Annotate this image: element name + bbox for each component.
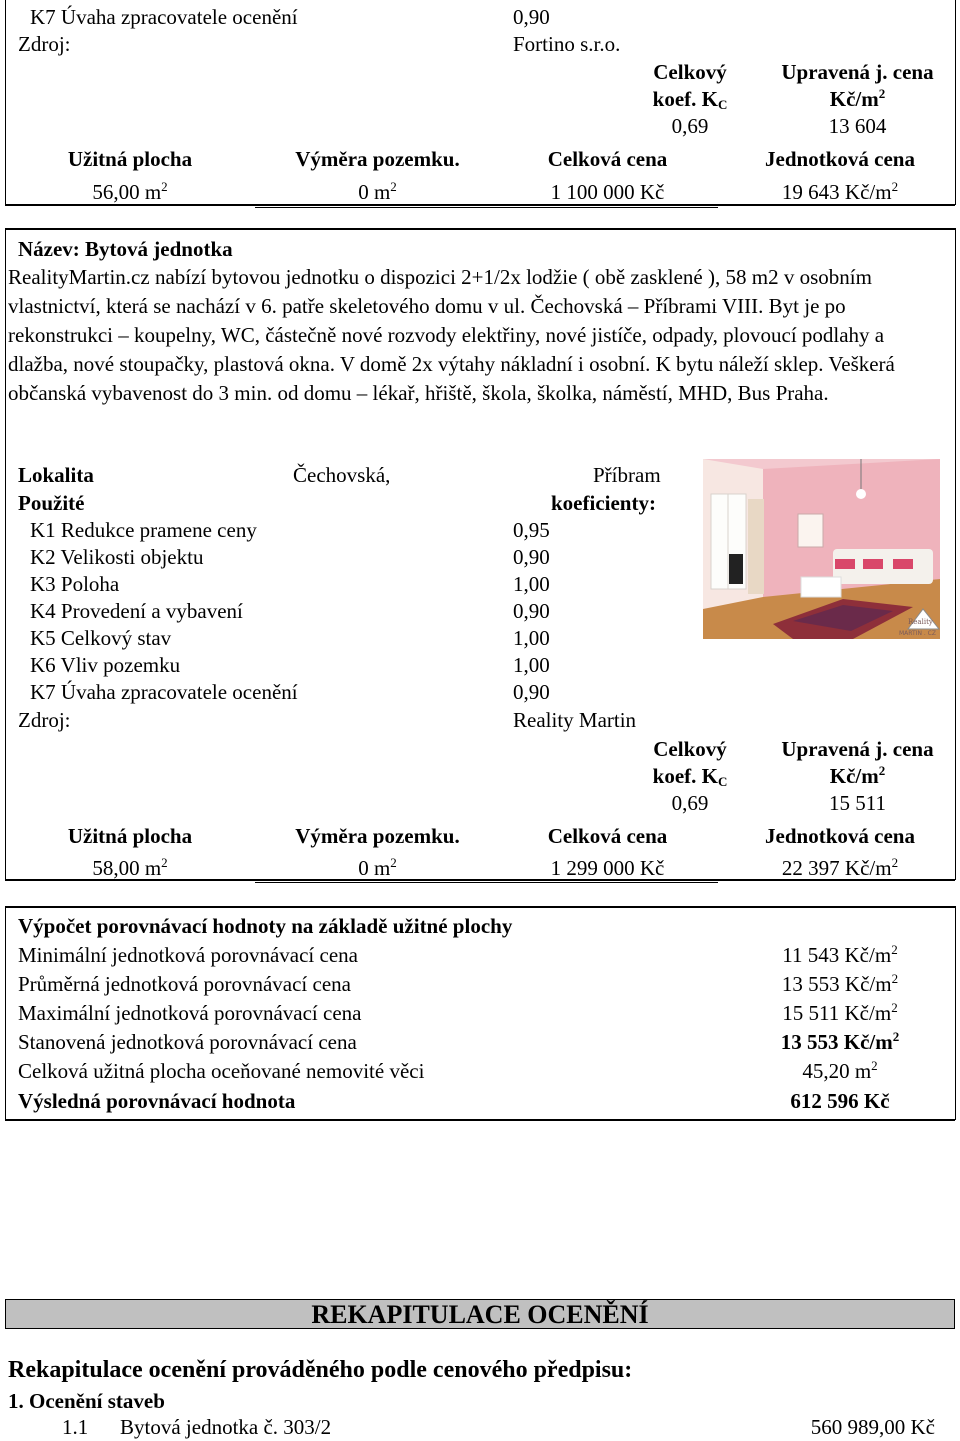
celkovy-label: Celkový <box>653 737 727 761</box>
photo-logo-text: Reality <box>908 618 933 626</box>
header-jedn: Jednotková cena <box>765 147 915 171</box>
lokalita-city: Příbram <box>593 463 661 487</box>
recap-banner-title: REKAPITULACE OCENĚNÍ <box>311 1300 649 1329</box>
celkovy-label: Celkový <box>653 60 727 84</box>
koef-label: koef. $K_C$ <box>652 87 728 112</box>
listing-description: RealityMartin.cz nabízí bytovou jednotku o dispozici 2+1/2x lodžie ( obě zasklené ), 58 m2 v osobním vlastnictví, která se nachází v 6. patře skeletového domu v ul. Čechovská – Příbrami VIII. Byt je po rekonstrukci – koupelny, WC, částečně nové rozvody elektřiny, nové jistíče, odpady, plovoucí podlahy a dlažba, nové stoupačky, plastová okna. V domě 2x výtahy nákladní i osobní. K bytu náleží sklep. Veškerá občanská vybavenost do 3 min. od domu – lékař, hřiště, škola, školka, náměstí, MHD, Bus Praha. <box>8 265 895 405</box>
apartment-photo <box>703 459 940 639</box>
upravena-cena-value: 13 604 <box>828 114 887 138</box>
koeficienty-label: koeficienty: <box>551 491 656 515</box>
summary-row-label: Průměrná jednotková porovnávací cena <box>18 972 351 996</box>
coef-value: 1,00 <box>513 626 550 650</box>
source-value: Reality Martin <box>513 708 637 732</box>
upravena-cena-label: Upravená j. cena <box>781 60 934 84</box>
block2-border-right <box>955 228 956 880</box>
recap-item-label: Bytová jednotka č. 303/2 <box>120 1415 332 1439</box>
summary-title: Výpočet porovnávací hodnoty na základě užitné plochy <box>18 914 513 938</box>
header-cena: Celková cena <box>547 147 668 171</box>
k7-label: K7 Úvaha zpracovatele ocenění <box>30 5 298 29</box>
summary-top-line <box>5 906 955 908</box>
recap-heading: Rekapitulace ocenění prováděného podle cenového předpisu: <box>8 1357 633 1383</box>
coef-value: 1,00 <box>513 653 550 677</box>
coef-value: 0,90 <box>513 680 550 704</box>
summary-row-value: 15 511 $Kč/m^2$ <box>782 1000 898 1025</box>
summary-row-label: Stanovená jednotková porovnávací cena <box>18 1030 357 1054</box>
block1-border-right <box>955 0 956 205</box>
recap-item-value: 560 989,00 Kč <box>810 1415 935 1439</box>
header-pozemek: Výměra pozemku. <box>295 147 460 171</box>
value-jedn: 22 397 $Kč/m^2$ <box>781 855 899 880</box>
header-jedn: Jednotková cena <box>765 824 915 848</box>
coef-label: K2 Velikosti objektu <box>30 545 204 569</box>
block2-total-underline <box>255 882 718 883</box>
source-label: Zdroj: <box>18 708 71 732</box>
coef-label: K5 Celkový stav <box>30 626 172 650</box>
value-plocha: 58,00 $m^2$ <box>92 855 168 880</box>
source-value: Fortino s.r.o. <box>513 32 621 56</box>
lokalita-label: Lokalita <box>18 463 94 487</box>
summary-border-right <box>955 906 956 1120</box>
upravena-cena-label: Upravená j. cena <box>781 737 934 761</box>
header-pozemek: Výměra pozemku. <box>295 824 460 848</box>
header-plocha: Užitná plocha <box>67 824 193 848</box>
summary-row-value: 11 543 $Kč/m^2$ <box>782 942 898 967</box>
summary-row-value: 13 553 $Kč/m^2$ <box>780 1029 900 1054</box>
header-cena: Celková cena <box>547 824 668 848</box>
value-plocha: 56,00 $m^2$ <box>92 179 168 204</box>
value-pozemek: 0 $m^2$ <box>358 855 397 880</box>
coef-value: 1,00 <box>513 572 550 596</box>
koef-value: 0,69 <box>671 114 709 138</box>
pouzite-label: Použité <box>18 491 85 515</box>
summary-row-label: Maximální jednotková porovnávací cena <box>18 1001 362 1025</box>
coef-label: K3 Poloha <box>30 572 120 596</box>
recap-item-number: 1.1 <box>62 1415 89 1439</box>
value-jedn: 19 643 $Kč/m^2$ <box>781 179 899 204</box>
value-cena: 1 299 000 Kč <box>550 856 665 880</box>
summary-row-label: Výsledná porovnávací hodnota <box>18 1089 296 1113</box>
coef-label: K1 Redukce pramene ceny <box>30 518 257 542</box>
recap-section: 1. Ocenění staveb <box>8 1389 165 1413</box>
block1-total-underline <box>255 207 718 208</box>
lokalita-street: Čechovská, <box>293 463 391 487</box>
upravena-cena-value: 15 511 <box>829 791 886 815</box>
coef-value: 0,95 <box>513 518 550 542</box>
koef-value: 0,69 <box>671 791 709 815</box>
coef-label: K7 Úvaha zpracovatele ocenění <box>30 680 298 704</box>
kc-m2-label: $Kč/m^2$ <box>829 86 886 111</box>
kc-m2-label: $Kč/m^2$ <box>829 763 886 788</box>
listing-title: Název: Bytová jednotka <box>18 237 233 261</box>
k7-value: 0,90 <box>513 5 550 29</box>
block2-top-line <box>5 228 955 230</box>
header-plocha: Užitná plocha <box>67 147 193 171</box>
summary-border-left <box>5 906 6 1120</box>
coef-label: K6 Vliv pozemku <box>30 653 181 677</box>
block2-border-left <box>5 228 6 880</box>
value-pozemek: 0 $m^2$ <box>358 179 397 204</box>
value-cena: 1 100 000 Kč <box>550 180 665 204</box>
summary-row-label: Celková užitná plocha oceňované nemovité věci <box>18 1059 425 1083</box>
summary-row-label: Minimální jednotková porovnávací cena <box>18 943 358 967</box>
summary-row-value: 13 553 $Kč/m^2$ <box>781 971 899 996</box>
block1-border-left <box>5 0 6 205</box>
summary-row-value: 612 596 Kč <box>790 1089 890 1113</box>
coef-value: 0,90 <box>513 545 550 569</box>
summary-row-value: 45,20 $m^2$ <box>802 1058 878 1083</box>
koef-label: koef. $K_C$ <box>652 764 728 789</box>
coef-label: K4 Provedení a vybavení <box>30 599 243 623</box>
photo-logo-subtext: MARTIN . CZ <box>899 630 936 637</box>
summary-bottom-line <box>5 1119 955 1121</box>
coef-value: 0,90 <box>513 599 550 623</box>
source-label: Zdroj: <box>18 32 71 56</box>
